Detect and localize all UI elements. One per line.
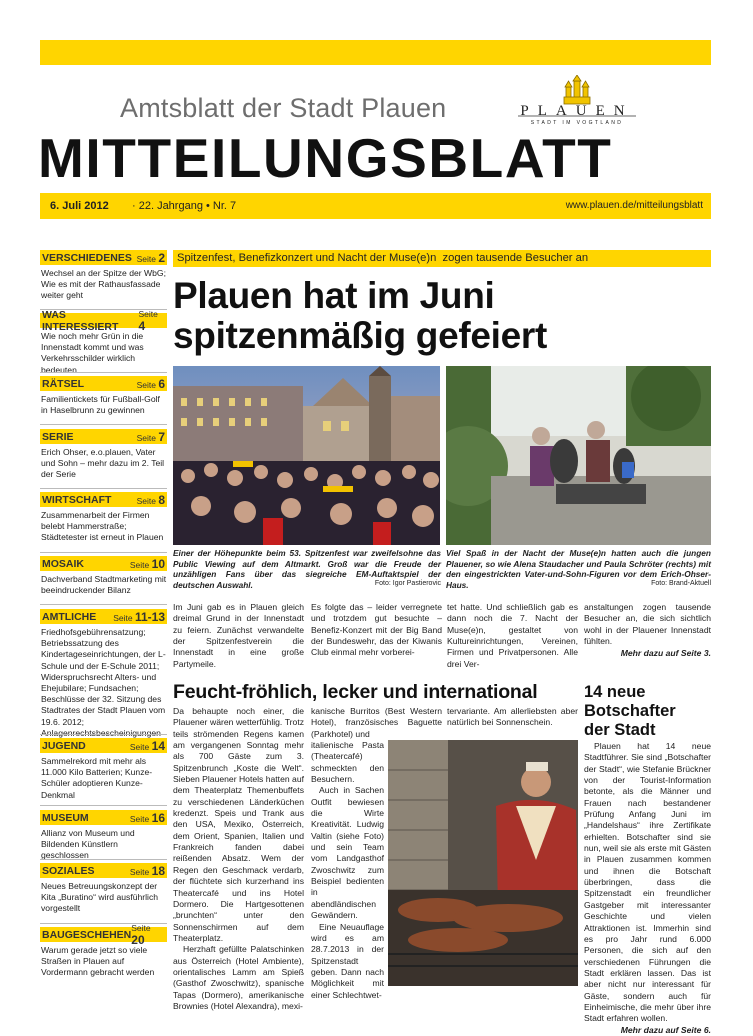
sidebar-item-page: 7: [158, 429, 165, 444]
date-bar: [40, 193, 711, 219]
ambassadors-headline-line: 14 neue: [584, 683, 646, 701]
photo-credit-right: Foto: Brand-Aktuell: [651, 580, 711, 587]
sidebar-item-title: MUSEUM: [42, 811, 89, 824]
ambassadors-headline: [584, 683, 676, 740]
sidebar-item-text: Friedhofsgebührensatzung; Betriebssatzung des Kindertageseinrichtungen, der L-Schule und der E-Schule 2011; Widerspruchsrecht Alters- und Ehejubilare; Fundsachen; Beschlüsse der 32. Sitzung des Stadtrates der Stadt Plauen vom 19.6. 2012; Anlagenrechtsbescheinigungen: [41, 627, 166, 738]
sidebar-item-page: 10: [151, 556, 165, 571]
food-headline: Feucht-fröhlich, lecker und international: [173, 681, 538, 703]
sidebar-item-serie[interactable]: SERIE Seite 7 Erich Ohser, e.o.plauen, Vater und Sohn – mehr dazu im 2. Teil der Serie: [41, 429, 165, 480]
food-col-2-top: kanische Burritos (Best Western Hotel), französisches Baguette (Parkhotel) und: [311, 706, 442, 739]
top-color-bar: [40, 40, 711, 65]
sidebar-item-verschiedenes[interactable]: VERSCHIEDENES Seite 2 Wechsel an der Spitze der WbG; Wie es mit der Rathausfassade weiter geht: [41, 250, 166, 301]
sidebar-item-title: BAUGESCHEHEN: [42, 928, 132, 941]
sidebar-item-title: MOSAIK: [42, 557, 84, 570]
sidebar-item-page: 4: [138, 318, 146, 333]
sidebar-item-title: VERSCHIEDENES: [42, 251, 132, 264]
food-col-2c-text: Eine Neuauflage wird es am 28.7.2013 in der Spitzenstadt geben. Dann nach Möglichkeit mit einer Schlechtwet-: [311, 921, 384, 1000]
sidebar-item-page: 14: [151, 738, 165, 753]
ambassadors-more-link[interactable]: Mehr dazu auf Seite 6.: [620, 1024, 711, 1035]
sidebar-item-title: WIRTSCHAFT: [42, 493, 112, 506]
food-col-1-text: Da behaupte noch einer, die Plauener wären wetterfühlig. Trotz teils strömenden Regens kamen am vergangenen Sonntag mehr als 700 Gäste zum 3. Spitzenbrunch „Koste die Welt“. Sieben Plauener Hotels hatten auf dem Theaterplatz Themenbuffets zu verschiedenen Länderküchen kredenzt. Speis und Trank aus den USA, Mexiko, Österreich, dem Orient, Spanien, Italien und Frankreich fanden dabei reißenden Absatz. Wem der Regen den Geschmack verdarb, der flüchtete sich kurzerhand ins Theatercafé und ins Hotel Dormero. Die Hartgesottenen „brunchten“ unter den Sonnenschirmen auf dem Theaterplatz.: [173, 706, 304, 943]
photo-public-viewing: [173, 366, 440, 545]
ambassadors-body: Plauen hat 14 neue Stadtführer. Sie sind „Botschafter der Stadt“, wie Stefanie Brückner von der Tourist-Information betonte, als die Männer und Frauen nach bestandener Prüfung Anfang Juni im „Handelshaus“ ihre Zertifikate erhielten. Botschafter sind sie nun, weil sie als erste mit Gästen in Plauen zusammen kommen und ihnen die Botschaft überbringen, dass die Spitzenstadt ein freundlicher Gastgeber mit interessanter Geschichte und vielen Attraktionen ist. Immerhin sind es pro Jahr rund 6.000 Personen, die sich auf den verschiedenen Führungen die Stadt erklären lassen. Das ist aber nicht nur interessant für Gäste, sondern auch für Einheimische, die mehr über ihre Stadt erfahren wollen.: [584, 741, 711, 1024]
sidebar-item-text: Warum gerade jetzt so viele Straßen in Plauen auf Vordermann gebracht werden: [41, 945, 155, 978]
sidebar-item-text: Wie noch mehr Grün in die Innenstadt kommt und was Verkehrsschilder wirklich bedeuten: [41, 331, 144, 375]
ambassadors-col: [584, 741, 711, 1036]
lead-col-4-text: anstaltungen zogen tausende Besucher an, die sich sichtlich wohl in der Plauener Innenstadt fühlten.: [584, 602, 711, 647]
sidebar-item-page: 18: [151, 863, 165, 878]
ambassadors-headline-line: Botschafter: [584, 702, 676, 720]
lead-col-4: [584, 602, 711, 660]
site-link[interactable]: www.plauen.de/mitteilungsblatt: [565, 200, 703, 211]
lead-col-2: Es folgte das – leider verregnete und trotzdem gut besuchte – Benefiz-Konzert mit der Big Band der Bundeswehr, das der Kiwanis Club einmal mehr vorberei-: [311, 602, 442, 658]
food-col-1b-text: Herzhaft gefüllte Palatschinken aus Österreich (Hotel Ambiente), orientalisches Lamm am Spieß (Gasthof Zwoschwitz), spanische Tapas (Dormero), amerikanische Brownies (Hotel Alexandra), mexi-: [173, 944, 304, 1011]
ambassadors-headline-line: der Stadt: [584, 721, 656, 739]
city-logo: [512, 75, 642, 130]
sidebar-item-page: 2: [158, 250, 165, 265]
sidebar-item-wirtschaft[interactable]: WIRTSCHAFT Seite 8 Zusammenarbeit der Firmen belebt Hammerstraße; Städtetester ist erneut in Plauen: [41, 492, 165, 543]
sidebar-item-page: 11-13: [134, 609, 165, 624]
sidebar-item-text: Dachverband Stadtmarketing mit beeindruckender Bilanz: [41, 574, 167, 596]
logo-subword: STADT IM VOGTLAND: [530, 120, 624, 126]
sidebar-item-page: 20: [131, 932, 145, 947]
food-col-2b-text: Auch in Sachen Outfit bewiesen die Wirte Kreativität. Ludwig Valtin (siehe Foto) und sein Team vom Landgasthof Zwoschwitz zum Beispiel bedienten in abendländischen Gewändern.: [311, 785, 384, 921]
sidebar-item-page: 16: [151, 810, 165, 825]
sidebar-item-title: WAS INTERESSIERT: [42, 308, 119, 333]
sidebar-item-jugend[interactable]: JUGEND Seite 14 Sammelrekord mit mehr als 11.000 Kilo Batterien; Kunze-Schüler adoptieren Kunze-Denkmal: [41, 738, 165, 800]
caption-right: Viel Spaß in der Nacht der Muse(e)n hatten auch die jungen Plauener, so wie Alena Staudacher und Paula Schröter (rechts) mit den eingestrickten Vater-und-Sohn-Figuren vor dem Erich-Ohser-Haus.: [446, 548, 711, 590]
sidebar-item-raetsel[interactable]: RÄTSEL Seite 6 Familientickets für Fußball-Golf in Haselbrunn zu gewinnen: [41, 376, 165, 416]
sidebar-item-title: SOZIALES: [42, 864, 95, 877]
photo-grill-chef: [388, 740, 578, 986]
lead-col-3: tet hatte. Und schließlich gab es dann noch die 7. Nacht der Muse(e)n, gestaltet von Kultureinrichtungen, Vereinen, Firmen und Privatpersonen. Alle drei Ver-: [447, 602, 578, 669]
sidebar-item-amtliche[interactable]: AMTLICHE Seite 11-13 Friedhofsgebührensatzung; Betriebssatzung des Kindertageseinrichtungen, der L-Schule und der E-Schule 2011; Widerspruchsrecht Alters- und Ehejubilare; Fundsachen; Beschlüsse der 32. Sitzung des Stadtrates der Stadt Plauen vom 19.6. 2012; Anlagenrechtsbescheinigungen: [41, 609, 166, 738]
food-col-1: [173, 706, 304, 1012]
lead-headline-line: Plauen hat im Juni: [173, 275, 495, 316]
sidebar-item-title: RÄTSEL: [42, 377, 84, 390]
sidebar-item-title: AMTLICHE: [42, 610, 97, 623]
food-col-2: [311, 740, 384, 1001]
sidebar-item-text: Sammelrekord mit mehr als 11.000 Kilo Batterien; Kunze-Schüler adoptieren Kunze-Denkmal: [41, 756, 153, 800]
food-col-3-top: tervariante. Am allerliebsten aber natürlich bei Sonnenschein.: [447, 706, 578, 728]
photo-night-of-museums: [446, 366, 711, 545]
sidebar-item-title: SERIE: [42, 430, 74, 443]
lead-kicker: Spitzenfest, Benefizkonzert und Nacht der Muse(e)n zogen tausende Besucher an: [177, 252, 589, 264]
sidebar-item-title: JUGEND: [42, 739, 86, 752]
photo-credit-left: Foto: Igor Pastierovic: [374, 580, 441, 587]
sidebar-item-text: Neues Betreuungskonzept der Kita „Buratino“ wird ausführlich vorgestellt: [41, 881, 159, 914]
masthead-title: MITTEILUNGSBLATT: [38, 127, 613, 189]
sidebar-item-text: Familientickets für Fußball-Golf in Haselbrunn zu gewinnen: [41, 394, 160, 416]
sidebar-item-page: 8: [158, 492, 165, 507]
food-col-2-text: italienische Pasta (Theatercafé) schmeckten den Besuchern.: [311, 740, 384, 785]
masthead-subtitle: Amtsblatt der Stadt Plauen: [120, 93, 447, 123]
lead-headline-line: spitzenmäßig gefeiert: [173, 315, 548, 356]
lead-col-1: Im Juni gab es in Plauen gleich dreimal Grund in der Innenstadt zu feiern. Zunächst verwandelte der Spitzenfestverein die Innenstadt in eine große Partymeile.: [173, 602, 304, 669]
lead-kicker-bar: [173, 250, 711, 267]
issue-number: · 22. Jahrgang • Nr. 7: [132, 200, 237, 212]
issue-date: 6. Juli 2012: [50, 200, 109, 212]
sidebar-item-page: 6: [158, 376, 165, 391]
logo-word: PLAUEN: [520, 103, 634, 119]
lead-more-link[interactable]: Mehr dazu auf Seite 3.: [620, 648, 711, 659]
sidebar-item-museum[interactable]: MUSEUM Seite 16 Allianz von Museum und Bildenden Künstlern geschlossen: [41, 810, 165, 861]
sidebar-item-baugeschehen[interactable]: BAUGESCHEHEN Seite 20 Warum gerade jetzt so viele Straßen in Plauen auf Vordermann gebracht werden: [40, 927, 167, 979]
sidebar-item-text: Allianz von Museum und Bildenden Künstlern geschlossen: [41, 828, 135, 861]
sidebar-item-text: Erich Ohser, e.o.plauen, Vater und Sohn – mehr dazu im 2. Teil der Serie: [41, 447, 165, 480]
sidebar-item-text: Wechsel an der Spitze der WbG; Wie es mit der Rathausfassade weiter geht: [41, 268, 166, 301]
lead-headline: [173, 276, 547, 356]
sidebar-item-mosaik[interactable]: MOSAIK Seite 10 Dachverband Stadtmarketing mit beeindruckender Bilanz: [41, 556, 167, 596]
caption-left: Einer der Höhepunkte beim 53. Spitzenfest war zweifelsohne das Public Viewing auf dem Altmarkt. Groß war die Freude der unzähligen Fans über das siegreiche EM-Auftaktspiel der deutschen Auswahl.: [173, 548, 441, 590]
sidebar-item-was-interessiert[interactable]: WAS INTERESSIERT Seite 4 Wie noch mehr Grün in die Innenstadt kommt und was Verkehrsschilder wirklich bedeuten: [40, 313, 167, 376]
sidebar-item-soziales[interactable]: SOZIALES Seite 18 Neues Betreuungskonzept der Kita „Buratino“ wird ausführlich vorgestellt: [41, 863, 165, 914]
sidebar-item-text: Zusammenarbeit der Firmen belebt Hammerstraße; Städtetester ist erneut in Plauen: [41, 510, 164, 543]
